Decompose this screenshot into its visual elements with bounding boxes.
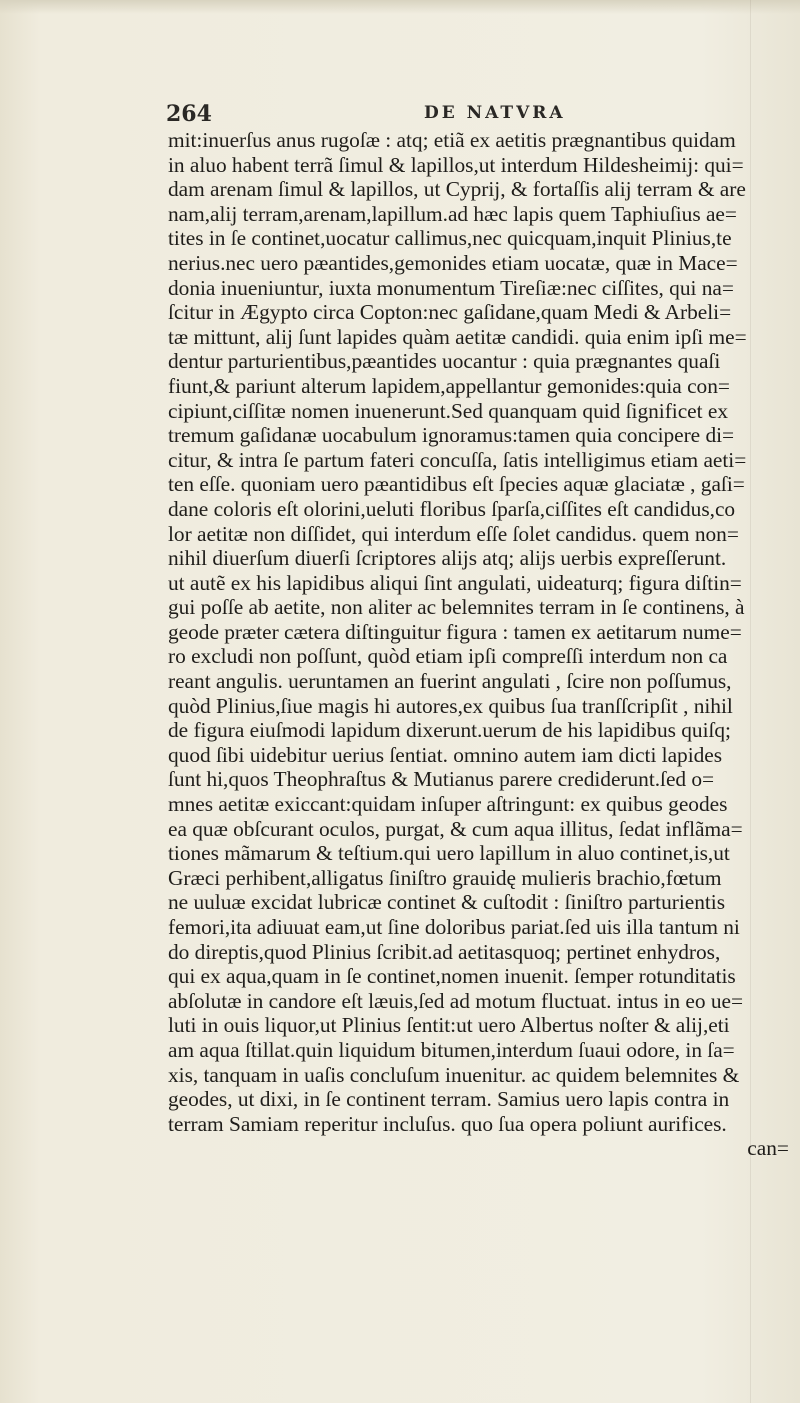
text-line: lor aetitæ non diſſidet, qui interdum eſſe ſolet candidus. quem non= xyxy=(168,521,739,546)
body-text xyxy=(168,128,796,1161)
text-line: ea quæ obſcurant oculos, purgat, & cum aqua illitus, ſedat inflãma= xyxy=(168,816,743,841)
text-line: donia inueniuntur, iuxta monumentum Tireſiæ:nec ciſſites, qui na= xyxy=(168,275,734,300)
text-line: tremum gaſidanæ uocabulum ignoramus:tamen quia concipere di= xyxy=(168,423,735,448)
text-line: tæ mittunt, alij ſunt lapides quàm aetitæ candidi. quia enim ipſi me= xyxy=(168,324,747,349)
text-line: ne uuluæ excidat lubricæ continet & cuſtodit : ſiniſtro parturientis xyxy=(168,890,726,915)
text-line: nihil diuerſum diuerſi ſcriptores alijs atq; alijs uerbis expreſſerunt. xyxy=(168,546,727,571)
text-line: ut autẽ ex his lapidibus aliqui ſint angulati, uideaturq; figura diſtin= xyxy=(168,570,742,595)
text-line: do direptis,quod Plinius ſcribit.ad aetitasquoq; pertinet enhydros, xyxy=(168,939,721,964)
running-head: DE NATVRA xyxy=(424,103,566,123)
text-line: ſcitur in Ægypto circa Copton:nec gaſidane,quam Medi & Arbeli= xyxy=(168,300,732,325)
text-line: reant angulis. ueruntamen an fuerint angulati , ſcire non poſſumus, xyxy=(168,669,732,694)
page-edge-shadow xyxy=(0,0,800,14)
page-header xyxy=(166,101,800,131)
text-line: de figura eiuſmodi lapidum dixerunt.uerum de his lapidibus quiſq; xyxy=(168,718,731,743)
text-line: terram Samiam reperitur incluſus. quo ſua opera poliunt aurifices. xyxy=(168,1111,727,1136)
text-line: ro excludi non poſſunt, quòd etiam ipſi compreſſi interdum non ca xyxy=(168,644,728,669)
text-line: xis, tanquam in uaſis concluſum inuenitur. ac quidem belemnites & xyxy=(168,1062,740,1087)
text-line: qui ex aqua,quam in ſe continet,nomen inuenit. ſemper rotunditatis xyxy=(168,964,736,989)
text-line: cipiunt,ciſſitæ nomen inuenerunt.Sed quanquam quid ſignificet ex xyxy=(168,398,728,423)
text-line: nerius.nec uero pæantides,gemonides etiam uocatæ, quæ in Mace= xyxy=(168,250,738,275)
text-line: citur, & intra ſe partum fateri concuſſa, ſatis intelligimus etiam aeti= xyxy=(168,447,747,472)
text-line: am aqua ſtillat.quin liquidum bitumen,interdum ſuaui odore, in ſa= xyxy=(168,1037,735,1062)
text-line: geode præter cætera diſtinguitur figura : tamen ex aetitarum nume= xyxy=(168,619,742,644)
text-line: luti in ouis liquor,ut Plinius ſentit:ut uero Albertus noſter & alij,eti xyxy=(168,1013,730,1038)
text-line: dentur parturientibus,pæantides uocantur : quia prægnantes quaſi xyxy=(168,349,721,374)
text-line: dane coloris eſt olorini,ueluti floribus ſparſa,ciſſites eſt candidus,co xyxy=(168,496,736,521)
text-line: ſunt hi,quos Theophraſtus & Mutianus parere crediderunt.ſed o= xyxy=(168,767,715,792)
text-line: Græci perhibent,alligatus ſiniſtro grauidę mulieris brachio,fœtum xyxy=(168,865,722,890)
text-line: quod ſibi uidebitur uerius ſentiat. omnino autem iam dicti lapides xyxy=(168,742,723,767)
text-line: tites in ſe continet,uocatur callimus,nec quicquam,inquit Plinius,te xyxy=(168,226,732,251)
text-line: fiunt,& pariunt alterum lapidem,appellantur gemonides:quia con= xyxy=(168,373,730,398)
text-line: dam arenam ſimul & lapillos, ut Cyprij, & fortaſſis alij terram & are xyxy=(168,177,746,202)
text-line: mnes aetitæ exiccant:quidam inſuper aſtringunt: ex quibus geodes xyxy=(168,792,728,817)
text-line: nam,alij terram,arenam,lapillum.ad hæc lapis quem Taphiuſius ae= xyxy=(168,201,737,226)
page-number: 264 xyxy=(166,101,212,127)
text-line: femori,ita adiuuat eam,ut ſine doloribus pariat.ſed uis illa tantum ni xyxy=(168,915,740,939)
text-line: tiones mãmarum & teſtium.qui uero lapillum in aluo continet,is,ut xyxy=(168,841,730,866)
text-line: mit:inuerſus anus rugoſæ : atq; etiã ex aetitis prægnantibus quidam xyxy=(168,128,736,152)
text-line: gui poſſe ab aetite, non aliter ac belemnites terram in ſe continens, à xyxy=(168,595,745,620)
catchword: can= xyxy=(747,1136,789,1161)
text-line: abſolutæ in candore eſt læuis,ſed ad motum fluctuat. intus in eo ue= xyxy=(168,988,744,1013)
text-line: ten eſſe. quoniam uero pæantidibus eſt ſpecies aquæ glaciatæ , gaſi= xyxy=(168,472,745,497)
text-line: in aluo habent terrã ſimul & lapillos,ut interdum Hildesheimij: qui= xyxy=(168,152,744,177)
text-line: geodes, ut dixi, in ſe continent terram. Samius uero lapis contra in xyxy=(168,1087,730,1112)
text-line: quòd Plinius,ſiue magis hi autores,ex quibus ſua tranſſcripſit , nihil xyxy=(168,693,733,718)
